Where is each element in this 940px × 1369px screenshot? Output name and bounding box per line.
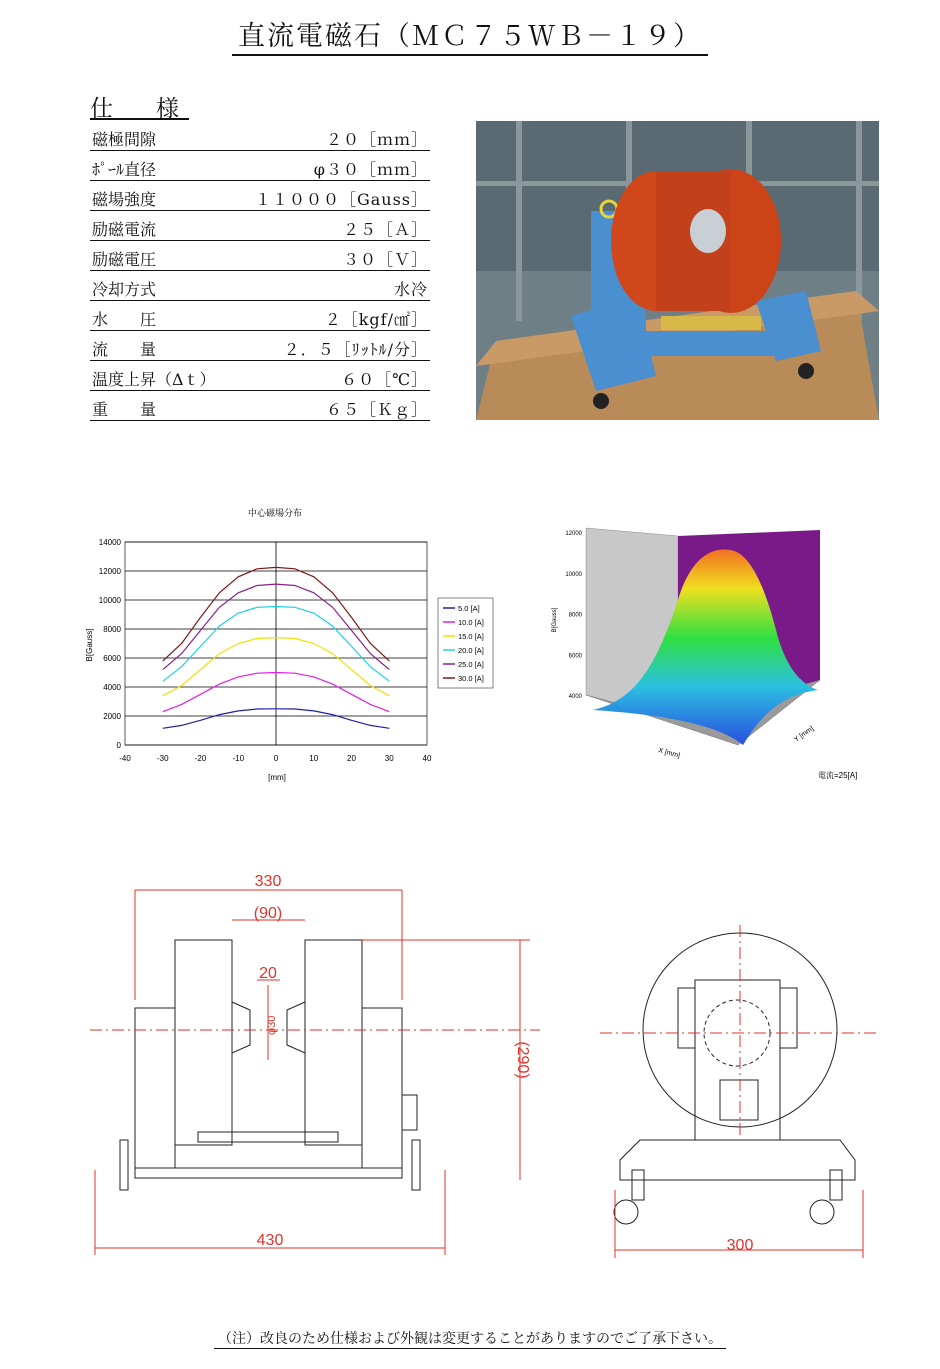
y-tick-labels xyxy=(99,538,122,750)
legend-label: 30.0 [A] xyxy=(458,674,484,683)
overall-width-dim: 330 xyxy=(254,873,282,890)
x-tick-label: -40 xyxy=(119,754,131,763)
z-axis-label: B[Gauss] xyxy=(552,607,558,633)
side-base-dim: 300 xyxy=(726,1237,754,1254)
spec-label: 励磁電流 xyxy=(92,220,157,239)
x-axis-label-3d: X [mm] xyxy=(657,747,681,760)
x-tick-label: 20 xyxy=(347,754,356,763)
spec-label: 水 圧 xyxy=(92,310,157,329)
spec-value: ２．５［ﾘｯﾄﾙ/分］ xyxy=(283,340,428,359)
spec-label: 磁極間隙 xyxy=(92,130,157,149)
chart-grid xyxy=(125,542,427,745)
spec-row xyxy=(90,271,430,301)
y-tick-label: 12000 xyxy=(98,567,121,576)
y-tick-label: 0 xyxy=(116,741,121,750)
spec-label: 励磁電圧 xyxy=(92,250,157,269)
legend-label: 10.0 [A] xyxy=(458,618,484,627)
x-tick-label: -10 xyxy=(232,754,245,763)
y-axis-label: B[Gauss] xyxy=(85,628,94,662)
spec-row xyxy=(90,211,430,241)
pole-diameter-dim: φ30 xyxy=(266,1015,278,1035)
spec-value: ６０［℃］ xyxy=(341,370,428,389)
spec-label: 磁場強度 xyxy=(92,190,157,209)
spec-label: ﾎﾟｰﾙ直径 xyxy=(92,160,157,179)
spec-value: ３０［Ｖ］ xyxy=(342,250,428,269)
x-axis-label: [mm] xyxy=(268,773,286,782)
spec-row xyxy=(90,121,430,151)
x-tick-label: -20 xyxy=(194,754,207,763)
spec-value: ２［kgf/㎠］ xyxy=(324,310,428,329)
spec-label: 重 量 xyxy=(92,400,157,419)
spec-row xyxy=(90,331,430,361)
x-tick-labels xyxy=(119,754,432,763)
spec-heading: 仕 様 xyxy=(90,96,189,122)
legend-label: 20.0 [A] xyxy=(458,646,484,655)
z-tick-label: 6000 xyxy=(568,653,582,660)
footnote xyxy=(0,1328,940,1348)
z-tick-label: 4000 xyxy=(568,694,582,700)
spec-value: ２０［ｍｍ］ xyxy=(325,130,428,149)
x-tick-label: 40 xyxy=(422,754,432,763)
y-tick-label: 10000 xyxy=(98,596,121,605)
spec-value: 水冷 xyxy=(393,280,428,299)
spec-row xyxy=(90,391,430,421)
coil-gap-dim: (90) xyxy=(253,905,283,922)
chart-title: 中心磁場分布 xyxy=(247,508,303,518)
z-tick-labels xyxy=(565,531,582,700)
legend-label: 25.0 [A] xyxy=(458,660,484,669)
spec-label: 温度上昇（Δｔ） xyxy=(92,370,216,389)
y-tick-label: 14000 xyxy=(98,538,121,547)
x-tick-label: 30 xyxy=(384,754,394,763)
y-tick-label: 6000 xyxy=(103,654,121,663)
side-view-drawing xyxy=(600,920,880,1270)
field-3d-chart xyxy=(548,520,888,790)
current-annotation: 電流=25[A] xyxy=(818,771,858,780)
magnet-photo xyxy=(476,121,879,420)
y-tick-label: 8000 xyxy=(103,625,121,634)
height-dim: (290) xyxy=(514,1041,531,1079)
page-title xyxy=(0,14,940,53)
x-tick-label: 10 xyxy=(309,754,319,763)
front-view-drawing xyxy=(90,870,540,1270)
x-tick-label: 0 xyxy=(273,754,279,763)
y-tick-label: 4000 xyxy=(103,683,121,692)
page-title-text: 直流電磁石（ＭＣ７５ＷＢ－１９） xyxy=(232,21,708,56)
spec-label: 流 量 xyxy=(92,340,157,359)
y-axis-label-3d: Y [mm] xyxy=(793,725,816,744)
footnote-text: （注）改良のため仕様および外観は変更することがありますのでご了承下さい。 xyxy=(214,1331,726,1349)
z-tick-label: 8000 xyxy=(568,612,582,619)
z-tick-label: 10000 xyxy=(565,571,582,578)
spec-value: φ３０［ｍｍ］ xyxy=(313,160,428,179)
spec-row xyxy=(90,361,430,391)
gap-dim: 20 xyxy=(259,965,277,982)
spec-row xyxy=(90,301,430,331)
z-tick-label: 12000 xyxy=(565,531,582,537)
spec-row xyxy=(90,151,430,181)
spec-label: 冷却方式 xyxy=(92,280,157,299)
spec-value: １１０００［Gauss］ xyxy=(254,190,428,209)
x-tick-label: -30 xyxy=(156,754,169,763)
spec-value: ６５［Ｋｇ］ xyxy=(325,400,428,419)
spec-row xyxy=(90,181,430,211)
y-tick-label: 2000 xyxy=(103,712,121,721)
spec-row xyxy=(90,241,430,271)
base-width-dim: 430 xyxy=(256,1232,284,1249)
legend-label: 5.0 [A] xyxy=(458,604,480,613)
legend-label: 15.0 [A] xyxy=(458,632,484,641)
field-distribution-chart xyxy=(80,500,500,790)
spec-value: ２５［Ａ］ xyxy=(342,220,428,239)
